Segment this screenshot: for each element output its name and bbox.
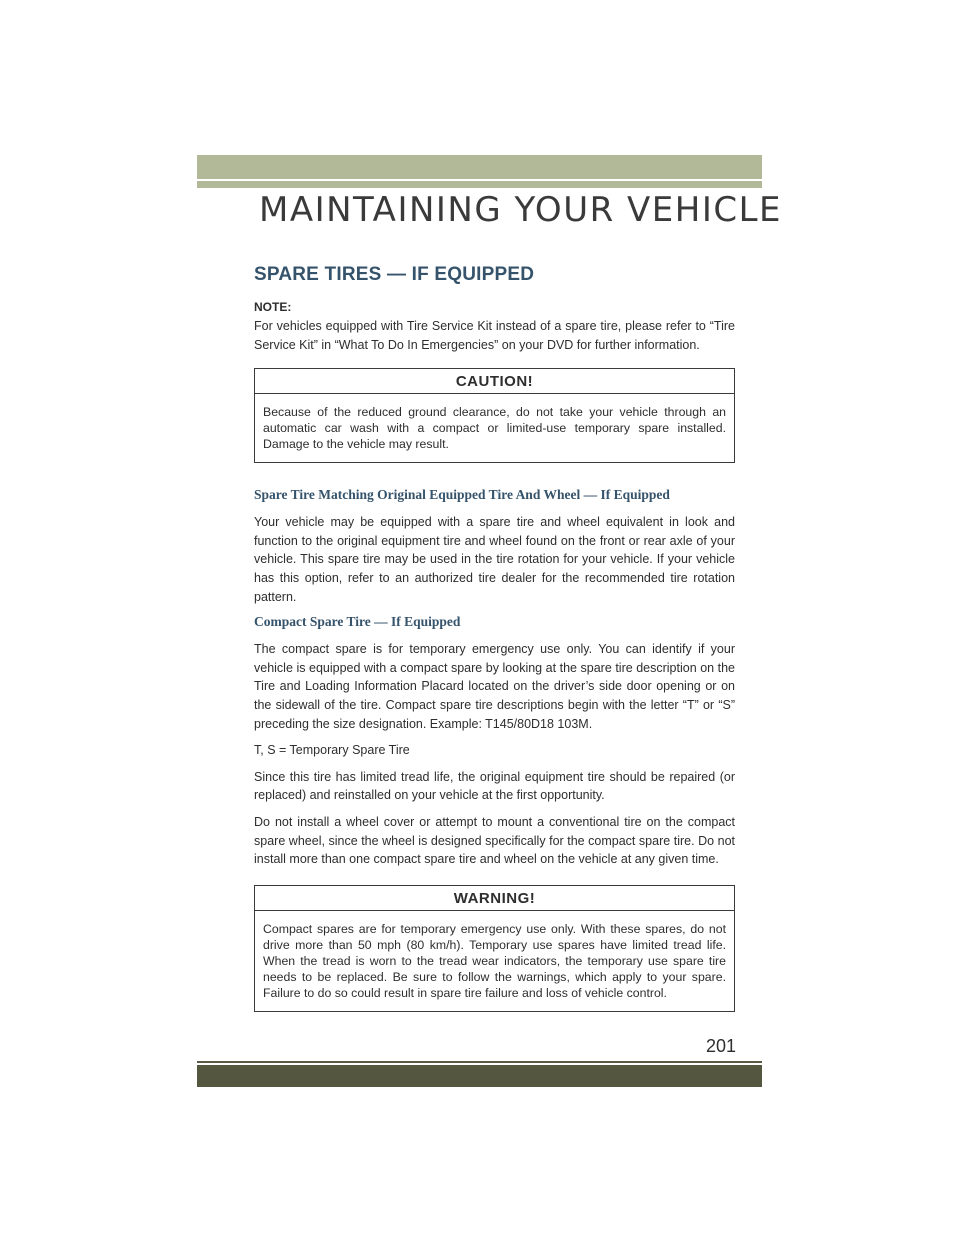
header-band [197, 155, 762, 179]
compact-spare-paragraph-4: Do not install a wheel cover or attempt to mount a conventional tire on the compact spare wheel, since the wheel is designed specifically for the compact spare tire. Do not install more than one compact spare tire and wheel on the vehicle at any given time. [254, 814, 735, 867]
subsection-title-matching-spare: Spare Tire Matching Original Equipped Tire And Wheel — If Equipped [254, 487, 670, 503]
note-label: NOTE: [254, 300, 292, 314]
page-number: 201 [705, 1036, 736, 1056]
caution-title: CAUTION! [255, 369, 734, 394]
compact-spare-paragraph-1: The compact spare is for temporary emergency use only. You can identify if your vehicle is equipped with a compact spare by looking at the spare tire description on the Tire and Loading Information Placard located on the driver’s side door opening or on the sidewall of the tire. Compact spare tire descriptions begin with the letter “T” or “S” preceding the size designation. Example: T145/80D18 103M. [254, 642, 735, 731]
note-text: For vehicles equipped with Tire Service Kit instead of a spare tire, please refer to “Tire Service Kit” in “What To Do In Emergencies” on your DVD for further information. [254, 319, 735, 352]
section-title: MAINTAINING YOUR VEHICLE [259, 190, 783, 230]
page-content [254, 264, 735, 1012]
subsection-title-compact-spare: Compact Spare Tire — If Equipped [254, 614, 461, 630]
page-title: SPARE TIRES — IF EQUIPPED [254, 264, 535, 285]
warning-box [254, 885, 735, 1012]
matching-spare-text: Your vehicle may be equipped with a spare tire and wheel equivalent in look and function to the original equipment tire and wheel found on the front or rear axle of your vehicle. This spare tire may be used in the tire rotation for your vehicle. If your vehicle has this option, refer to an authorized tire dealer for the recommended tire rotation pattern. [254, 515, 735, 604]
header-rule [197, 181, 762, 188]
footer-band [197, 1065, 762, 1087]
warning-title: WARNING! [255, 886, 734, 911]
compact-spare-paragraph-2: T, S = Temporary Spare Tire [254, 743, 410, 758]
caution-box [254, 368, 735, 463]
warning-text: Compact spares are for temporary emergency use only. With these spares, do not drive more than 50 mph (80 km/h). Temporary use spares have limited tread life. When the tread is worn to the tread wear indicators, the temporary use spare tire needs to be replaced. Be sure to follow the warnings, which apply to your spare. Failure to do so could result in spare tire failure and loss of vehicle control. [263, 921, 726, 1000]
compact-spare-paragraph-3: Since this tire has limited tread life, the original equipment tire should be repaired (or replaced) and reinstalled on your vehicle at the first opportunity. [254, 769, 735, 803]
caution-text: Because of the reduced ground clearance, do not take your vehicle through an automatic car wash with a compact or limited-use temporary spare installed. Damage to the vehicle may result. [263, 405, 726, 452]
footer-rule [197, 1061, 762, 1063]
